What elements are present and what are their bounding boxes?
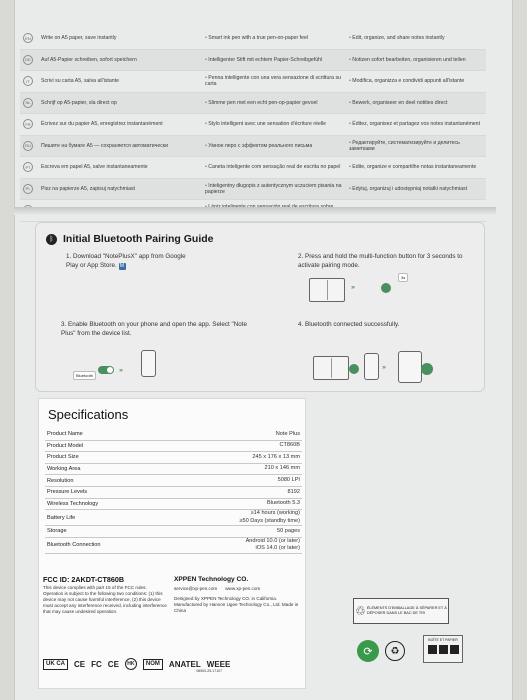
certification-mark: CE <box>107 659 119 669</box>
bluetooth-toggle-icon <box>98 366 114 374</box>
language-col-1: Scrivi su carta A5, salva all'istante <box>41 78 119 85</box>
phone-icon <box>364 353 379 380</box>
language-col-2: • Slimme pen met een echt pen-op-papier gevoel <box>201 100 345 106</box>
language-row <box>20 28 486 50</box>
spec-row <box>45 510 302 526</box>
language-col-2: • Smart ink pen with a true pen-on-paper feel <box>201 35 345 41</box>
arrow-icon: ››› <box>382 365 385 371</box>
language-row <box>20 50 486 72</box>
specifications-panel <box>38 398 306 689</box>
step-2: 2. Press and hold the multi-function button for 3 seconds to activate pairing mode. <box>298 253 463 269</box>
language-code-icon: PT <box>23 162 33 172</box>
spec-value: 5080 LPI <box>277 476 300 483</box>
specs-table <box>45 429 302 554</box>
spec-row <box>45 499 302 511</box>
spec-value: CT860B <box>279 442 300 449</box>
language-code-icon: EN <box>23 33 33 43</box>
sorting-box-text: BOÎTE ET PAPIER <box>428 638 458 642</box>
language-col-3: • Редактируйте, систематизируйте и делитесь заметками <box>345 140 486 152</box>
power-button-icon <box>381 283 391 293</box>
language-col-1: Écrivez sur du papier A5, enregistrez instantanément <box>41 121 163 128</box>
company-name: XPPEN Technology CO. <box>174 576 249 583</box>
spec-row <box>45 475 302 487</box>
language-col-2: • Stylo intelligent avec une sensation d'écriture réelle <box>201 121 345 127</box>
fcc-text: This device complies with part 15 of the FCC rules. Operation is subject to the following two conditions: (1) this device may not cause harmful interference, (2) this device must accept any interference received, including interference that may cause undesired operation. <box>43 585 167 615</box>
spec-value: 8192 <box>287 488 300 495</box>
spec-key: Pressure Levels <box>47 489 88 496</box>
bluetooth-connected-icon <box>349 364 359 374</box>
pairing-guide <box>35 222 485 392</box>
language-code-icon: IT <box>23 76 33 86</box>
spec-value: ≥14 hours (working) ≥50 Days (standby time) <box>239 510 300 524</box>
green-dot-icon: ⟳ <box>357 640 379 662</box>
company-text: Designed by XPPEN Technology CO. in California. Manufactured by Hanvon Ugee Technology Co., Ltd. Made in China <box>174 596 299 614</box>
spec-row <box>45 441 302 453</box>
spec-value: 210 x 146 mm <box>264 465 300 472</box>
section-divider <box>14 207 496 215</box>
triman-label <box>353 598 449 624</box>
arrow-icon: ››› <box>351 285 354 291</box>
guide-header <box>46 233 214 245</box>
spec-value: 245 x 176 x 13 mm <box>252 453 300 460</box>
spec-row <box>45 538 302 554</box>
notebook-device-icon <box>313 356 349 380</box>
language-col-3: • Edit, organize, and share notes instantly <box>345 35 486 41</box>
step-3: 3. Enable Bluetooth on your phone and open the app. Select "Note Plus" from the device list. <box>61 321 248 337</box>
company-block <box>174 577 304 614</box>
certification-mark: FC <box>91 659 102 669</box>
spec-key: Storage <box>47 528 67 535</box>
step-4: 4. Bluetooth connected successfully. <box>298 321 400 328</box>
notebook-device-icon <box>309 278 345 302</box>
language-code-icon: PL <box>23 184 33 194</box>
guide-title: Initial Bluetooth Pairing Guide <box>63 233 214 245</box>
spec-value: Android 10.0 (or later) iOS 14.0 (or later) <box>245 537 300 552</box>
language-col-3: • Edite, organize e compartilhe notas instantaneamente <box>345 164 486 170</box>
language-code-icon: RU <box>23 141 33 151</box>
language-col-2: • Penna intelligente con una vera sensazione di scrittura su carta <box>201 75 345 87</box>
spec-key: Product Size <box>47 454 79 461</box>
spec-value: Note Plus <box>275 430 300 437</box>
arrow-icon: ››› <box>119 368 122 374</box>
email-text: service@xp-pen.com <box>174 586 218 592</box>
language-row <box>20 71 486 93</box>
fcc-id: FCC ID: 2AKDT-CT860B <box>43 575 125 584</box>
spec-key: Resolution <box>47 477 74 484</box>
language-col-1: Schrijf op A5-papier, sla direct op <box>41 99 117 106</box>
bluetooth-label: Bluetooth <box>73 371 96 380</box>
spec-key: Product Name <box>47 431 83 438</box>
certification-mark: CE <box>74 659 86 669</box>
language-col-3: • Modifica, organizza e condividi appunti all'istante <box>345 78 486 84</box>
web-text: www.xp-pen.com <box>225 586 261 592</box>
language-code-icon: FR <box>23 119 33 129</box>
language-col-3: • Edytuj, organizuj i udostępniaj notatki natychmiast <box>345 186 486 192</box>
company-contact <box>174 586 304 592</box>
language-row <box>20 179 486 201</box>
spec-value: Bluetooth 5.3 <box>267 500 300 507</box>
language-col-3: • Éditez, organisez et partagez vos notes instantanément <box>345 121 486 127</box>
spec-key: Battery Life <box>47 514 76 521</box>
triman-text: ÉLÉMENTS D'EMBALLAGE À SÉPARER ET À DÉPOSER DANS LE BAC DE TRI <box>366 606 447 615</box>
language-col-2: • Умное перо с эффектом реального письма <box>201 143 345 149</box>
step-1 <box>66 253 196 270</box>
success-icon <box>421 363 433 375</box>
language-col-1: Write on A5 paper, save instantly <box>41 35 117 42</box>
certification-mark: HK <box>125 658 137 670</box>
language-row <box>20 157 486 179</box>
certification-mark: UK CA <box>43 659 68 670</box>
spec-row <box>45 452 302 464</box>
sorting-icons <box>424 645 462 654</box>
triman-icon: ♲ <box>355 604 366 618</box>
language-col-1: Escreva em papel A5, salve instantaneamente <box>41 164 148 171</box>
language-row <box>20 114 486 136</box>
spec-key: Product Model <box>47 442 84 449</box>
spec-row <box>45 464 302 476</box>
specs-title: Specifications <box>48 407 129 422</box>
language-col-2: • Inteligentny długopis z autentycznym uczuciem pisania na papierze <box>201 183 345 195</box>
certification-mark: WEEE <box>206 659 231 669</box>
spec-row <box>45 487 302 499</box>
fcc-block <box>43 577 168 616</box>
language-code-icon: NL <box>23 98 33 108</box>
language-code-icon: DE <box>23 55 33 65</box>
app-store-icon: M <box>119 262 125 269</box>
certification-mark: NOM <box>143 659 163 670</box>
language-col-1: Auf A5-Papier schreiben, sofort speichern <box>41 56 137 63</box>
language-col-3: • Bewerk, organiseer en deel notities direct <box>345 100 486 106</box>
spec-row <box>45 429 302 441</box>
recycle-circle-icon: ♻ <box>385 641 405 661</box>
language-col-3: • Notizen sofort bearbeiten, organisieren und teilen <box>345 57 486 63</box>
spec-key: Wireless Technology <box>47 500 99 507</box>
language-table <box>20 28 486 222</box>
language-col-1: Пишите на бумаге A5 — сохраняется автоматически <box>41 142 168 149</box>
language-col-2: • Caneta inteligente com sensação real de escrita no papel <box>201 164 345 170</box>
certification-mark: ANATEL <box>168 659 201 669</box>
language-row <box>20 93 486 115</box>
spec-key: Bluetooth Connection <box>47 542 101 549</box>
bluetooth-icon: ᛒ <box>46 234 57 245</box>
certification-marks <box>43 655 231 673</box>
phone-icon <box>141 350 156 377</box>
spec-key: Working Area <box>47 466 81 473</box>
phone-app-icon <box>398 351 422 383</box>
spec-value: 50 pages <box>276 527 300 534</box>
sorting-box <box>423 635 463 663</box>
language-col-2: • Intelligenter Stift mit echtem Papier-Schreibgefühl <box>201 57 345 63</box>
spec-row <box>45 526 302 538</box>
step-1-text: 1. Download "NotePlusX" app from Google Play or App Store. <box>66 253 186 269</box>
time-label: 3s <box>398 273 408 282</box>
language-row <box>20 136 486 158</box>
anatel-code: 06500-25-17107 <box>196 669 223 673</box>
language-col-1: Pisz na papierze A5, zapisuj natychmiast <box>41 185 135 192</box>
